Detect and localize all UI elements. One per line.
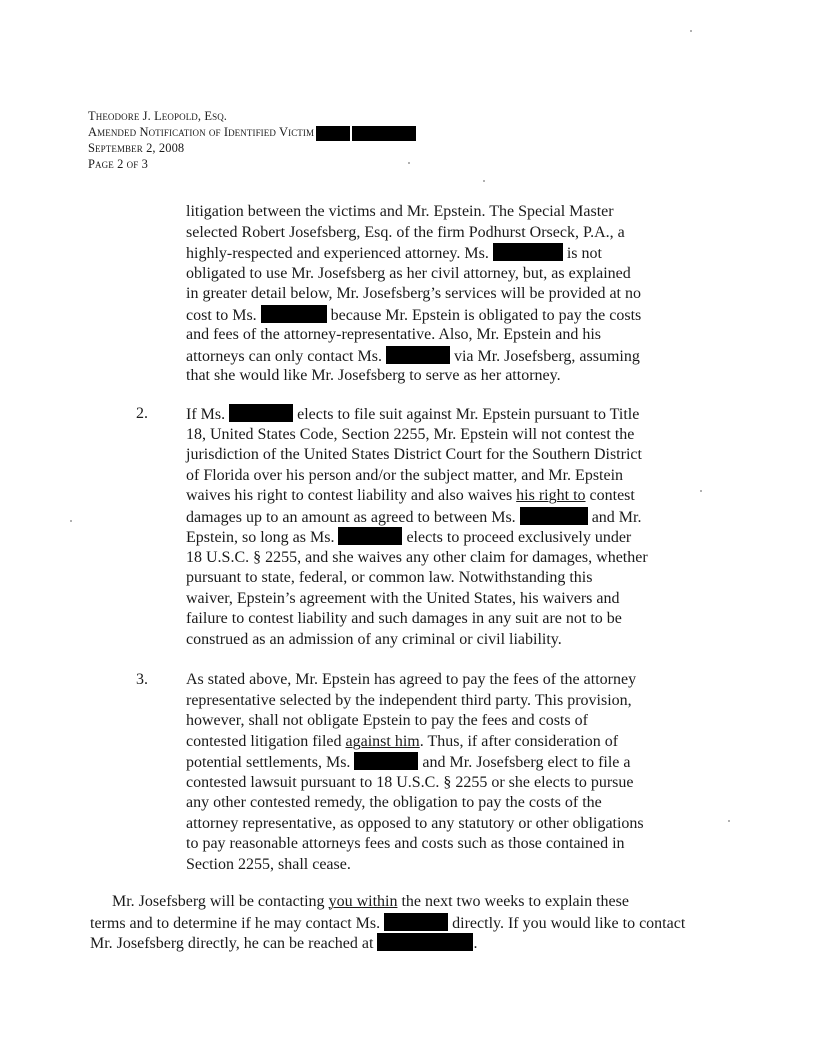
text-line <box>186 507 666 528</box>
text-run: is not <box>566 245 602 262</box>
text-line: failure to contest liability and such damages in any suit are not to be <box>186 610 622 627</box>
text-run: against him <box>345 732 420 750</box>
text-run: Mr. Josefsberg will be contacting <box>112 893 329 910</box>
redaction-box <box>384 913 448 931</box>
text-line <box>186 305 641 326</box>
text-run: contest <box>585 487 635 504</box>
scan-speck <box>408 162 410 164</box>
text-line: construed as an admission of any criminal or civil liability. <box>186 630 562 648</box>
redaction-box <box>352 126 416 141</box>
text-line: obligated to use Mr. Josefsberg as her civil attorney, but, as explained <box>186 264 631 282</box>
text-run: damages up to an amount as agreed to between Ms. <box>186 508 516 526</box>
item-number: 3. <box>136 671 148 688</box>
text-run: potential settlements, Ms. <box>186 754 351 771</box>
text-line <box>186 752 666 773</box>
text-line: selected Robert Josefsberg, Esq. of the firm Podhurst Orseck, P.A., a <box>186 223 625 241</box>
text-run: Epstein, so long as Ms. <box>186 529 335 546</box>
text-line: waiver, Epstein’s agreement with the United States, his waivers and <box>186 589 620 607</box>
text-line: any other contested remedy, the obligation to pay the costs of the <box>186 794 602 811</box>
header-date: September 2, 2008 <box>88 141 185 155</box>
text-line: representative selected by the independent third party. This provision, <box>186 691 632 709</box>
text-line: of Florida over his person and/or the subject matter, and Mr. Epstein <box>186 466 624 484</box>
text-line: litigation between the victims and Mr. Epstein. The Special Master <box>186 203 614 220</box>
text-line <box>90 913 685 934</box>
text-line: pursuant to state, federal, or common law. Notwithstanding this <box>186 569 593 586</box>
text-line <box>186 527 666 548</box>
text-run: highly-respected and experienced attorney. Ms. <box>186 245 489 262</box>
text-line: to pay reasonable attorneys fees and costs such as those contained in <box>186 835 625 852</box>
text-line: that she would like Mr. Josefsberg to serve as her attorney. <box>186 367 561 384</box>
redaction-box <box>338 527 402 545</box>
text-line: Section 2255, shall cease. <box>186 855 351 873</box>
text-run: via Mr. Josefsberg, assuming <box>453 347 640 365</box>
text-line: in greater detail below, Mr. Josefsberg’s services will be provided at no <box>186 285 641 302</box>
item-text <box>186 404 666 650</box>
text-run: and Mr. <box>591 508 642 526</box>
text-line: attorney representative, as opposed to any statutory or other obligations <box>186 814 644 832</box>
redaction-box <box>377 933 473 951</box>
header-subject-text: Amended Notification of Identified Victim <box>88 125 315 139</box>
redaction-box <box>316 126 350 141</box>
scan-speck <box>483 180 485 182</box>
text-run: because Mr. Epstein is obligated to pay the costs <box>330 306 642 324</box>
scan-speck <box>70 520 72 522</box>
redaction-box <box>261 305 327 323</box>
item-text <box>186 670 666 875</box>
text-line: As stated above, Mr. Epstein has agreed to pay the fees of the attorney <box>186 671 637 688</box>
text-run: If Ms. <box>186 406 226 423</box>
text-line <box>90 892 685 913</box>
redaction-box <box>520 507 588 525</box>
redaction-box <box>229 404 293 422</box>
text-line: and fees of the attorney-representative. Also, Mr. Epstein and his <box>186 326 601 343</box>
text-line <box>90 933 685 954</box>
text-run: . Thus, if after consideration of <box>419 732 619 750</box>
text-line: however, shall not obligate Epstein to pay the fees and costs of <box>186 712 588 729</box>
text-line: jurisdiction of the United States District Court for the Southern District <box>186 446 642 463</box>
redaction-box <box>493 243 563 261</box>
text-line <box>186 404 666 425</box>
text-run: contested litigation filed <box>186 732 346 750</box>
text-run: waives his right to contest liability and also waives <box>186 487 517 504</box>
scan-speck <box>728 820 730 822</box>
continued-paragraph <box>186 202 641 387</box>
text-run: cost to Ms. <box>186 306 257 324</box>
text-run: and Mr. Josefsberg elect to file a <box>422 754 631 771</box>
text-line <box>186 346 641 367</box>
scan-speck <box>690 30 692 32</box>
text-line: 18 U.S.C. § 2255, and she waives any other claim for damages, whether <box>186 548 648 566</box>
text-line: contested lawsuit pursuant to 18 U.S.C. § 2255 or she elects to pursue <box>186 773 634 791</box>
header-recipient: Theodore J. Leopold, Esq. <box>88 109 228 123</box>
header-subject <box>88 124 416 140</box>
text-line <box>186 486 666 507</box>
text-run: you within <box>328 893 398 910</box>
text-line <box>186 732 666 753</box>
text-run: terms and to determine if he may contact Ms. <box>90 914 381 932</box>
text-run: . <box>473 935 478 952</box>
text-run: Mr. Josefsberg directly, he can be reached at <box>90 935 374 952</box>
text-run: elects to file suit against Mr. Epstein pursuant to Title <box>297 406 640 423</box>
text-run: elects to proceed exclusively under <box>406 529 632 546</box>
text-run: attorneys can only contact Ms. <box>186 347 382 365</box>
redaction-box <box>354 752 418 770</box>
text-run: his right to <box>516 487 586 504</box>
scan-speck <box>700 490 702 492</box>
text-run: the next two weeks to explain these <box>397 893 629 910</box>
text-line <box>186 243 641 264</box>
closing-paragraph <box>90 892 685 954</box>
header-page-number: Page 2 of 3 <box>88 157 148 171</box>
text-line: 18, United States Code, Section 2255, Mr. Epstein will not contest the <box>186 425 635 443</box>
text-run: directly. If you would like to contact <box>452 914 686 932</box>
item-number: 2. <box>136 405 148 422</box>
redaction-box <box>386 346 450 364</box>
letter-header <box>88 108 416 172</box>
